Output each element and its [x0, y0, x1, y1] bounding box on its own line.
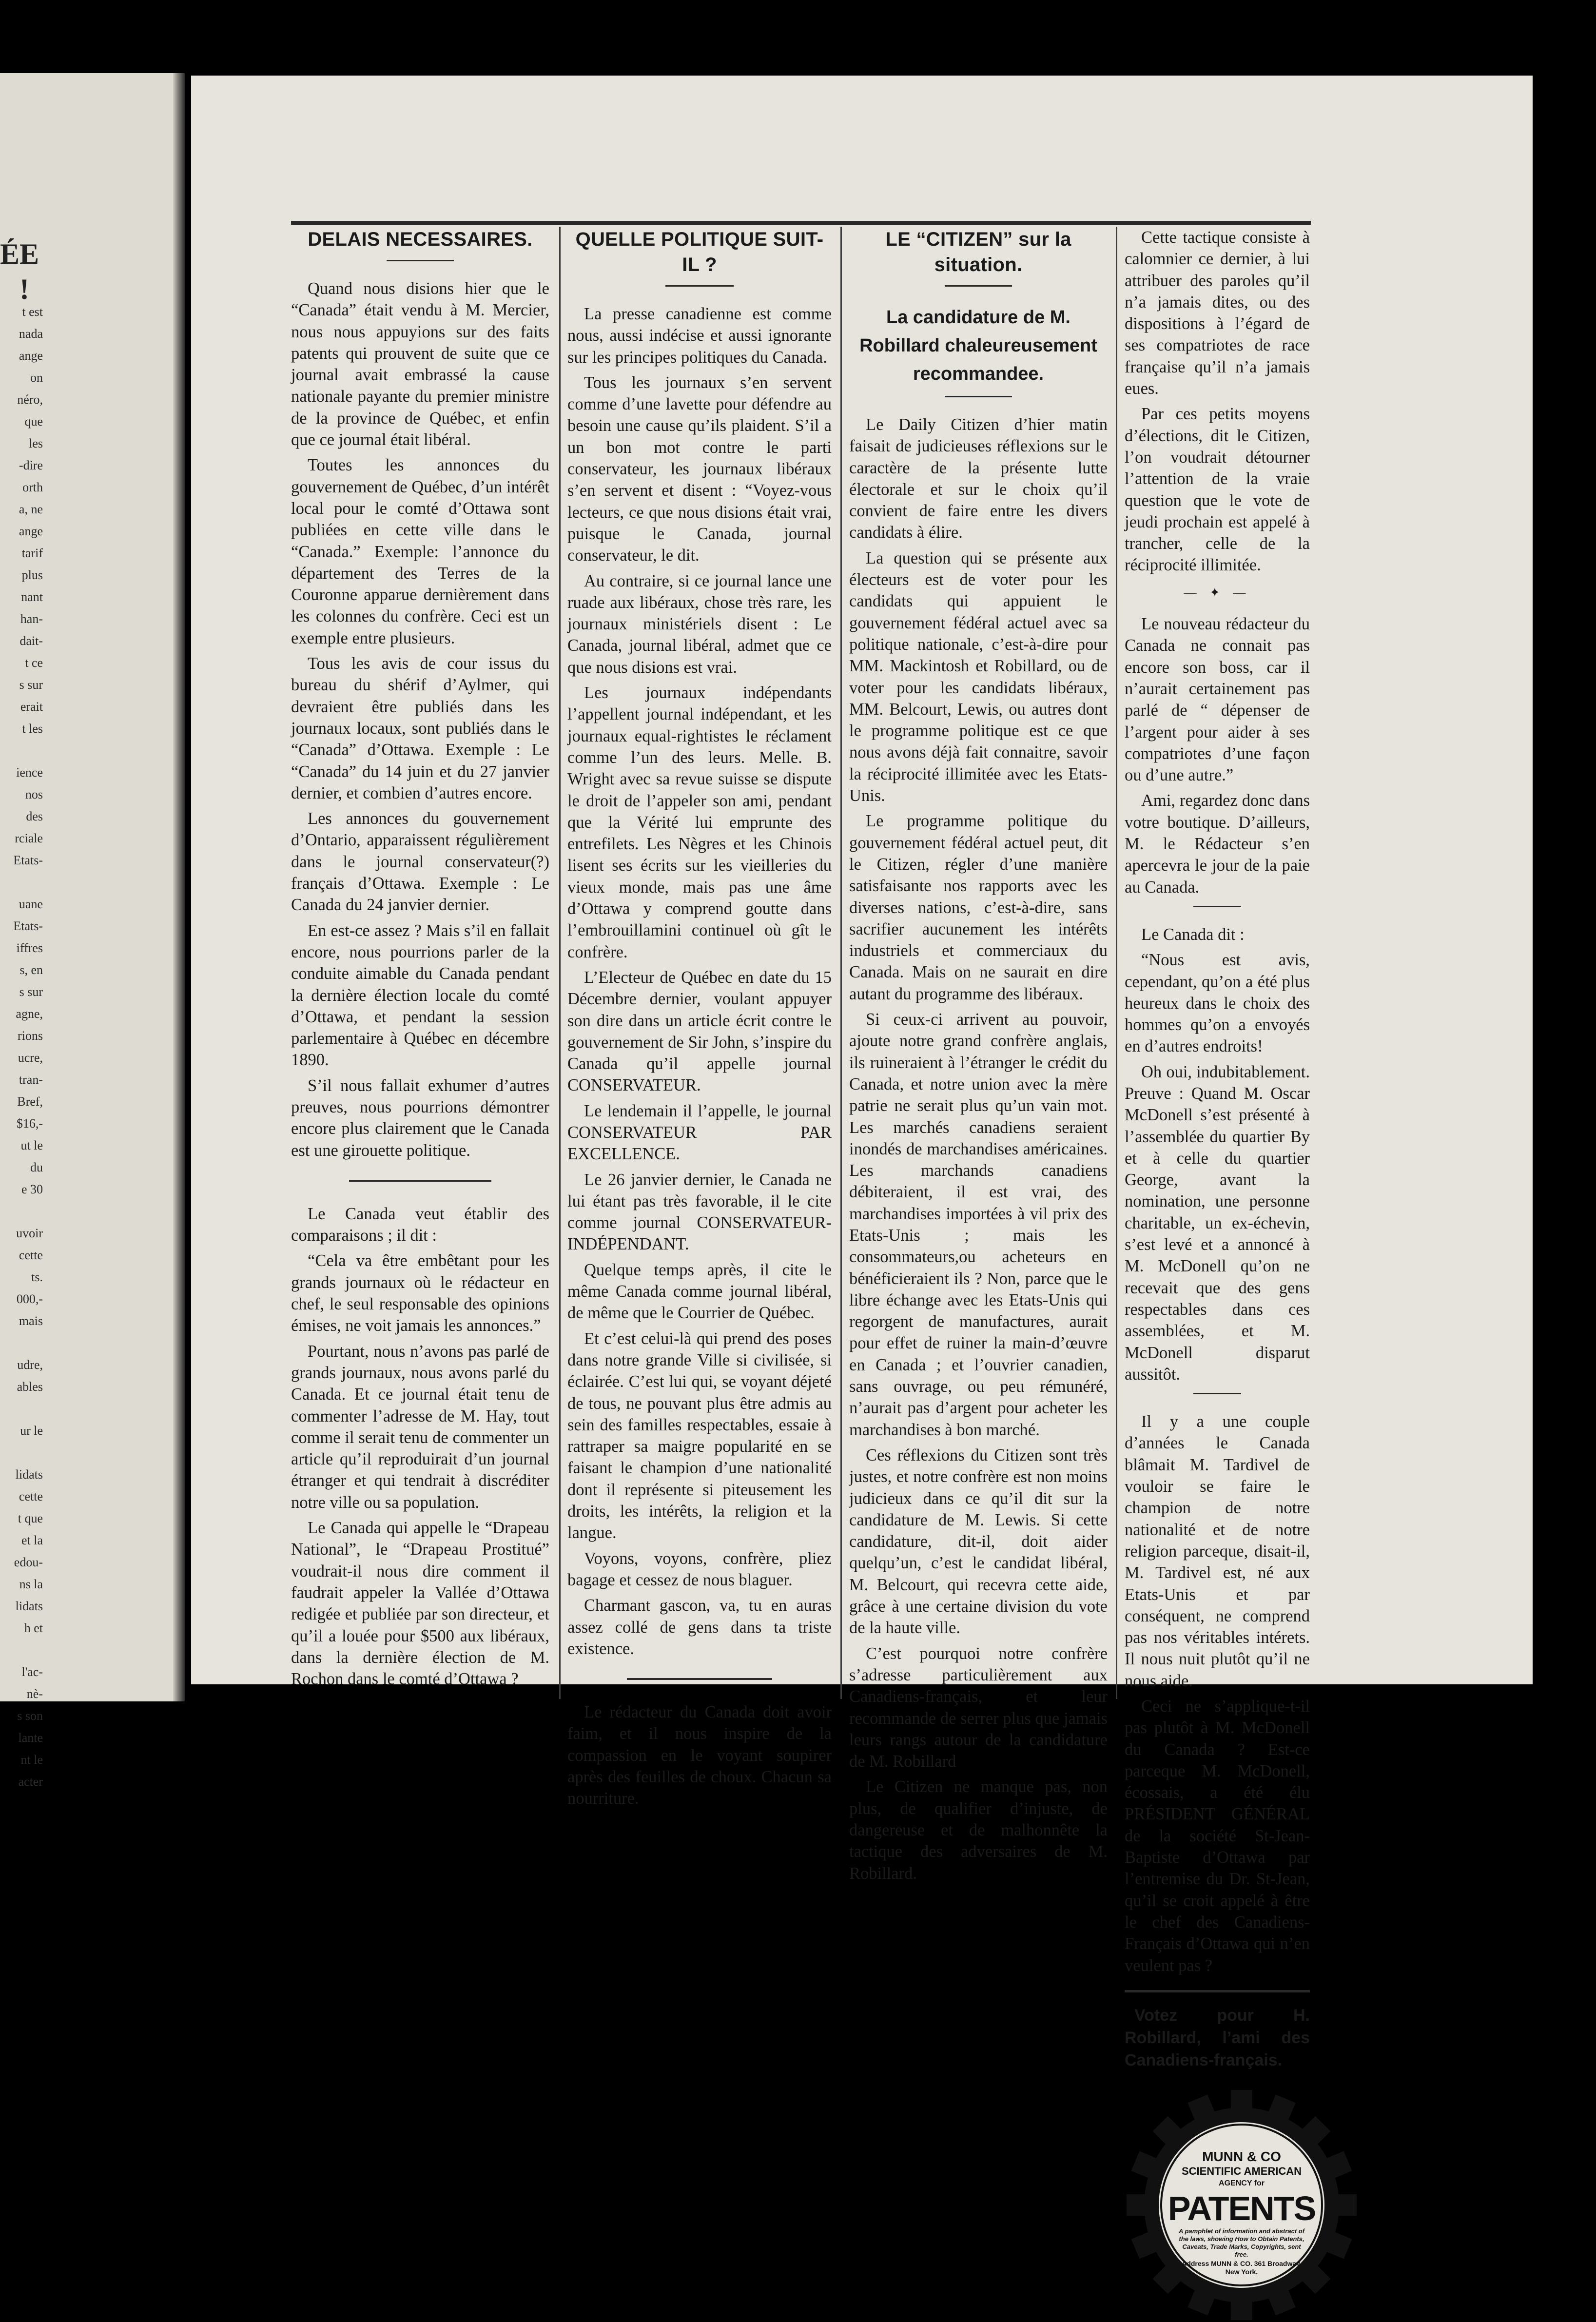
article-title: QUELLE POLITIQUE SUIT-IL ? — [575, 229, 824, 275]
fragment-line: ange — [19, 349, 43, 363]
fragment-line: ucre, — [18, 1051, 43, 1065]
fragment-line: orth — [22, 480, 43, 494]
paragraph: C’est pourquoi notre confrère s’adresse particulièrement aux Canadiens-français, et leur recommande de serrer plus que jamais leurs rangs autour de la candidature de M. Robillard — [849, 1644, 1108, 1771]
fragment-line: Etats- — [13, 853, 43, 867]
fragment-line: tarif — [21, 546, 43, 560]
fragment-line: ience — [16, 765, 43, 780]
fragment-line: rciale — [15, 831, 43, 845]
fragment-line: Bref, — [17, 1094, 43, 1109]
fragment-line: s son — [17, 1709, 43, 1723]
paragraph: Cette tactique consiste à calomnier ce dernier, à lui attribuer des paroles qu’il n’a jamais dites, ou des dispositions à l’égard de ses compatriotes de race française qu’il n’a jamais eues. — [1125, 228, 1310, 398]
article-body — [1125, 613, 1310, 898]
fragment-line: -dire — [19, 458, 43, 472]
paragraph: Quand nous disions hier que le “Canada” était vendu à M. Mercier, nous nous appuyions sur des faits patents qui prouvent de suite que ce journal avait embrassé la cause nationale payante du premier ministre de la province de Québec, et enfin que ce journal était libéral. — [291, 279, 549, 449]
fragment-line: t est — [22, 305, 43, 319]
paragraph: La question qui se présente aux électeurs est de voter pour les candidats qui appuient le gouvernement fédéral actuel avec sa politique nationale, c’est-à-dire pour MM. Mackintosh et Robillard, ou de voter pour les candidats libéraux, MM. Belcourt, Lewis, ou autres dont le programme politique est ce que nous avons déjà fait connaitre, savoir la réciprocité illimitée avec les Etats-Unis. — [849, 548, 1108, 805]
fragment-line: udre, — [17, 1358, 43, 1372]
paragraph: Tous les journaux s’en servent comme d’une lavette pour défendre au besoin une cause qu’ils plaident. S’il a un bon mot contre le parti conservateur, les journaux libéraux s’en servent et disent : “Voyez-vous lecteurs, ce que nous disions était vrai, puisque le Canada, journal conservateur, le dit. — [567, 373, 832, 565]
fragment-heading: ÉE ! — [0, 238, 39, 305]
fragment-line: iffres — [16, 941, 43, 955]
column-divider — [1116, 227, 1117, 1699]
column-2 — [567, 227, 832, 1814]
paragraph: Tous les avis de cour issus du bureau du shérif d’Aylmer, qui devraient être publiés dans les journaux locaux, sont publiés dans le “Canada” d’Ottawa. Exemple : Le “Canada” du 14 juin et du 27 janvier dernier, et combien d’autres encore. — [291, 654, 549, 802]
fragment-line: ns la — [19, 1577, 43, 1591]
fragment-line: tran- — [19, 1073, 43, 1087]
separator — [349, 1180, 491, 1182]
fragment-line: néro, — [17, 392, 43, 407]
fragment-line: han- — [20, 612, 43, 626]
fragment-line: les — [29, 436, 43, 450]
paragraph: Le Canada qui appelle le “Drapeau National”, le “Drapeau Prostitué” voudrait-il nous dire comment il faudrait appeler la Vallée d’Ottawa redigée et publiée par son directeur, et qu’il a louée pour $500 aux libéraux, dans la dernière élection de M. Rochon dans le comté d’Ottawa ? — [291, 1519, 549, 1689]
fragment-line: uane — [19, 897, 43, 911]
paragraph: Toutes les annonces du gouvernement de Québec, d’un intérêt local pour le comté d’Ottawa sont publiées en cette ville dans le “Canada.” Exemple: l’annonce du département des Terres de la Couronne apparue dernièrement dans les colonnes du confrère. Ceci est un exemple entre plusieurs. — [291, 456, 549, 647]
fragment-line: lidats — [15, 1599, 43, 1613]
paragraph: Les annonces du gouvernement d’Ontario, apparaissent régulièrement dans le journal conservateur(?) français d’Ottawa. Exemple : Le Canada du 24 janvier dernier. — [291, 809, 549, 915]
article-body — [1125, 227, 1310, 576]
separator — [1193, 906, 1242, 907]
fragment-line: h et — [24, 1621, 43, 1635]
fragment-line: s, en — [19, 963, 43, 977]
paragraph: Le Citizen ne manque pas, non plus, de qualifier d’injuste, de dangereuse et de malhonnête la tactique des adversaires de M. Robillard. — [849, 1777, 1108, 1883]
paragraph: Ami, regardez donc dans votre boutique. D’ailleurs, M. le Rédacteur s’en apercevra le jour de la paie au Canada. — [1125, 791, 1310, 897]
article-title: LE “CITIZEN” sur la situation. — [885, 229, 1071, 275]
fragment-line: t les — [22, 722, 43, 736]
separator — [387, 260, 454, 261]
paragraph: Par ces petits moyens d’élections, dit le Citizen, l’on voudrait détourner l’attention de la vraie question que le vote de jeudi prochain est appelé à trancher, celle de la réciprocité illimitée. — [1125, 405, 1310, 575]
fragment-line: edou- — [14, 1555, 43, 1569]
article-body — [849, 414, 1108, 1884]
fragment-line: uvoir — [16, 1226, 43, 1240]
article-body — [1125, 924, 1310, 1385]
paragraph: Le Canada veut établir des comparaisons ; il dit : — [291, 1204, 549, 1245]
paragraph: En est-ce assez ? Mais s’il en fallait encore, nous pourrions parler de la conduite aimable du Canada pendant la dernière élection locale du comté d’Ottawa, et pendant la session parlementaire à Québec en décembre 1890. — [291, 921, 549, 1070]
article-title: DELAIS NECESSAIRES. — [308, 229, 533, 250]
column-divider — [559, 227, 561, 1699]
paragraph: Quelque temps après, il cite le même Canada comme journal libéral, de même que le Courrier de Québec. — [567, 1260, 832, 1323]
paragraph: Si ceux-ci arrivent au pouvoir, ajoute notre grand confrère anglais, ils ruineraient à l’étranger le crédit du Canada, et notre union avec la mère patrie ne serait plus qu’un vain mot. Les marchés canadiens seraient inondés de marchandises américaines. Les marchands canadiens débiteraient, il est vrai, des marchandises importées à vil prix des Etats-Unis ; mais les consommateurs,ou acheteurs en bénéficieraient ils ? Non, parce que le libre échange avec les Etats-Unis qui regorgent de manufactures, aurait pour effet de ruiner la main-d’œuvre en Canada ; et l’ouvrier canadien, sans ouvrage, ou peu rémunéré, n’aurait pas d’argent pour acheter les marchandises à bon marché. — [849, 1010, 1108, 1439]
fragment-line: lidats — [15, 1467, 43, 1482]
page-fold — [173, 73, 185, 1701]
ad-agency: AGENCY for — [1219, 2179, 1265, 2187]
column-divider — [840, 227, 842, 1699]
article-body — [291, 1203, 549, 1690]
fragment-line: que — [24, 414, 43, 429]
paragraph: Charmant gascon, va, tu en auras assez collé de gens dans ta triste existence. — [567, 1596, 832, 1658]
paragraph: Il y a une couple d’années le Canada blâmait M. Tardivel de vouloir se faire le champion de notre nationalité et de notre religion parceque, disait-il, M. Tardivel est, né aux Etats-Unis et par conséquent, ne comprend pas nos véritables intérets. Il nous nuit plutôt qu’il ne nous aide. — [1125, 1412, 1310, 1690]
fragment-line: 000,- — [16, 1292, 43, 1306]
column-1 — [291, 227, 549, 1694]
article-body — [1125, 1411, 1310, 1976]
newspaper-page — [191, 76, 1533, 2276]
fragment-line: ts. — [31, 1270, 43, 1284]
separator — [627, 1678, 772, 1680]
ad-brand: MUNN & CO — [1202, 2148, 1281, 2164]
ad-headline: PATENTS — [1168, 2189, 1316, 2227]
fragment-line: acter — [18, 1775, 43, 1789]
paragraph: Voyons, voyons, confrère, pliez bagage et cessez de nous blaguer. — [567, 1549, 832, 1589]
column-4 — [1125, 227, 1316, 2322]
fragment-line: l'ac- — [21, 1665, 43, 1679]
fragment-line: a, ne — [19, 502, 43, 516]
ad-subtitle: SCIENTIFIC AMERICAN — [1181, 2165, 1302, 2177]
fragment-line: $16,- — [16, 1116, 43, 1131]
fragment-line: t ce — [25, 656, 43, 670]
fragment-line: lante — [18, 1731, 43, 1745]
fragment-line: nant — [21, 590, 43, 604]
patent-advertisement — [1125, 2088, 1359, 2322]
fragment-line: s sur — [19, 678, 43, 692]
fragment-line: et la — [21, 1533, 43, 1547]
paragraph: Le lendemain il l’appelle, le journal CONSERVATEUR PAR EXCELLENCE. — [567, 1101, 832, 1164]
fragment-line: cette — [19, 1248, 43, 1262]
separator: — ✦ — — [1184, 585, 1251, 600]
paragraph: La presse canadienne est comme nous, aussi indécise et aussi ignorante sur les principes politiques du Canada. — [567, 305, 832, 367]
paragraph: Ceci ne s’applique-t-il pas plutôt à M. McDonell du Canada ? Est-ce parceque M. McDonell, écossais, a été élu PRÉSIDENT GÉNÉRAL de la société St-Jean-Baptiste d’Ottawa par l’entremise du Dr. St-Jean, qu’il se croit appelé à être le chef des Canadiens-Français d’Ottawa qui n’en veulent pas ? — [1125, 1697, 1310, 1975]
fragment-line: cette — [19, 1489, 43, 1503]
fragment-line: on — [30, 371, 43, 385]
fragment-line: rions — [18, 1029, 43, 1043]
fragment-line: agne, — [16, 1007, 43, 1021]
fragment-line: des — [26, 809, 43, 823]
paragraph: Le nouveau rédacteur du Canada ne connait pas encore son boss, car il n’aurait certainement pas parlé de “ dépenser de l’argent pour aider à ses compatriotes d’une façon ou d’une autre.” — [1125, 615, 1310, 785]
paragraph: Oh oui, indubitablement. Preuve : Quand M. Oscar McDonell s’est présenté à l’assemblée du quartier By et à celle du quartier George, avant la nomination, une personne charitable, un ex-échevin, s’est levé et a annoncé à M. McDonell qu’on ne recevait que des gens respectables dans ces assemblées, et M. McDonell disparut aussitôt. — [1125, 1062, 1310, 1384]
separator — [1193, 1393, 1242, 1394]
vote-notice: Votez pour H. Robillard, l’ami des Canadiens-français. — [1125, 1990, 1310, 2071]
separator — [665, 285, 734, 287]
separator — [945, 396, 1012, 397]
fragment-line: e 30 — [21, 1182, 43, 1196]
article-body — [291, 278, 549, 1161]
fragment-line: nt le — [20, 1753, 43, 1767]
paragraph: Le Canada dit : — [1141, 925, 1245, 944]
previous-page-fragment — [0, 73, 184, 1789]
paragraph: Les journaux indépendants l’appellent journal indépendant, et les journaux equal-rightistes le réclament comme l’un des leurs. Melle. B. Wright avec sa revue suisse se dispute le droit de l’appeler son ami, pendant que la Vérité lui emprunte des entrefilets. Les Nègres et les Chinois lisent ses écrits sur les vieilleries du vieux monde, mais pas une âme d’Ottawa y comprend goutte dans l’embrouillamini continuel où gît le confrère. — [567, 683, 832, 961]
fragment-line: nè- — [26, 1687, 43, 1701]
fragment-line: mais — [19, 1314, 43, 1328]
fragment-line: Etats- — [13, 919, 43, 933]
fragment-line: ur le — [20, 1424, 43, 1438]
fragment-line: nada — [19, 327, 43, 341]
fragment-line: ange — [19, 524, 43, 538]
fragment-line: ut le — [20, 1138, 43, 1152]
fragment-line: t que — [18, 1511, 43, 1525]
column-3 — [849, 227, 1108, 1888]
paragraph: Le Daily Citizen d’hier matin faisait de judicieuses réflexions sur le caractère de la présente lutte électorale et sur le choix qu’il convient de faire entre les divers candidats à élire. — [849, 415, 1108, 542]
paragraph: L’Electeur de Québec en date du 15 Décembre dernier, voulant appuyer son dire dans un article écrit contre le gouvernement de Sir John, s’inspire du Canada qu’il appelle journal CONSERVATEUR. — [567, 968, 832, 1095]
ad-fine-print: A pamphlet of information and abstract of the laws, showing How to Obtain Patents, Caveats, Trade Marks, Copyrights, sent free. — [1178, 2227, 1305, 2258]
paragraph: “Nous est avis, cependant, qu’on a été plus heureux dans le choix des hommes qu’on a envoyés en d’autres endroits! — [1125, 951, 1310, 1056]
fragment-line: plus — [21, 568, 43, 582]
paragraph: Au contraire, si ce journal lance une ruade aux libéraux, chose très rare, les journaux ministériels disent : Le Canada, journal libéral, admet que ce que nous disions est vrai. — [567, 571, 832, 677]
paragraph: Le 26 janvier dernier, le Canada ne lui étant pas très favorable, il le cite comme journal CONSERVATEUR-INDÉPENDANT. — [567, 1170, 832, 1254]
paragraph: Le programme politique du gouvernement fédéral actuel peut, dit le Citizen, régler d’une manière satisfaisante nos rapports avec les diverses nations, c’est-à-dire, sans sacrifier aucunement les intérêts industriels et commerciaux du Canada. Mais on ne saurait en dire autant du programme des libéraux. — [849, 812, 1108, 1003]
fragment-line: dait- — [19, 634, 43, 648]
fragment-line: erait — [20, 700, 43, 714]
paragraph: Et c’est celui-là qui prend des poses dans notre grande Ville si civilisée, si éclairée. C’est lui qui, se voyant déjeté de tous, ne pouvant plus être admis au sein des familles respectables, essaie à rattraper sa maigre popularité en se faisant le champion d’une nationalité dont il représente si piteusement les droits, les intérêts, la religion et la langue. — [567, 1329, 832, 1542]
ad-text — [1167, 2130, 1317, 2280]
fragment-line: du — [30, 1160, 43, 1174]
paragraph: S’il nous fallait exhumer d’autres preuves, nous pourrions démontrer encore plus clairement que le Canada est une girouette politique. — [291, 1076, 549, 1160]
paragraph: “Cela va être embêtant pour les grands journaux où le rédacteur en chef, le seul responsable des opinions émises, ne voit jamais les annonces.” — [291, 1251, 549, 1335]
separator — [945, 285, 1012, 287]
paragraph: Pourtant, nous n’avons pas parlé de grands journaux, nous avons parlé du Canada. Et ce journal était tenu de commenter l’adresse de M. Hay, tout comme il serait tenu de commenter un article qu’il reproduirait d’un journal étranger et qui tendrait à discréditer notre ville ou sa population. — [291, 1342, 549, 1512]
fragment-line: ables — [17, 1380, 43, 1394]
article-subtitle: La candidature de M. Robillard chaleureusement recommandee. — [859, 307, 1097, 384]
paragraph: Ces réflexions du Citizen sont très justes, et notre confrère est non moins judicieux dans ce qu’il dit sur la candidature de M. Lewis. Si cette candidature, dit-il, doit aider quelqu’un, c’est le candidat libéral, M. Belcourt, qui recevra cette aide, grâce à une certaine division du vote de la haute ville. — [849, 1445, 1108, 1638]
fragment-line: s sur — [19, 985, 43, 999]
ad-address: Address MUNN & CO. 361 Broadway, New York. — [1182, 2259, 1302, 2276]
fragment-line: nos — [25, 787, 43, 801]
top-rule — [291, 221, 1311, 225]
paragraph: Le rédacteur du Canada doit avoir faim, et il nous inspire de la compassion en le voyant soupirer après des feuilles de choux. Chacun sa nourriture. — [567, 1703, 832, 1808]
article-body — [567, 1701, 832, 1809]
article-body — [567, 303, 832, 1659]
